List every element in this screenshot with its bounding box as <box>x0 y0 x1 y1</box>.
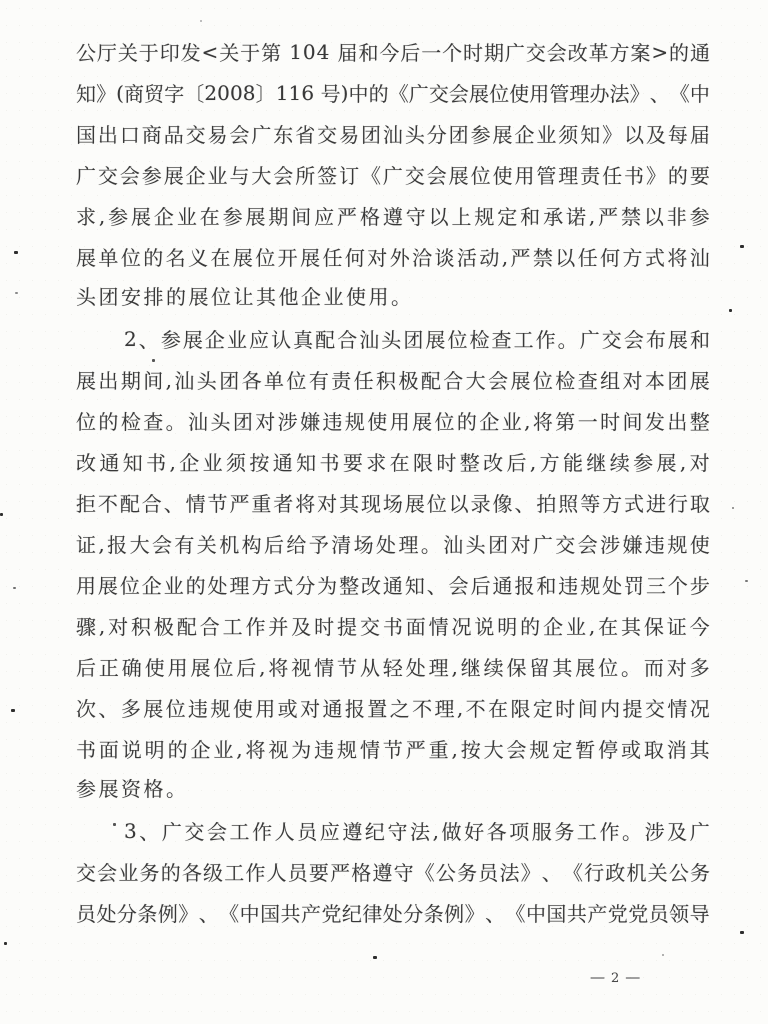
text-line: 广 交 会 参 展 企 业 与 大 会 所 签 订 《 广 交 会 展 位 使 用 管 理 责 任 书 》 的 要 <box>76 164 710 188</box>
scan-speck <box>11 709 15 712</box>
text-line: 改 通 知 书 , 企 业 须 按 通 知 书 要 求 在 限 时 整 改 后 , 方 能 继 续 参 展 , 对 <box>76 449 710 475</box>
scan-speck <box>0 513 3 516</box>
scan-speck <box>740 245 744 248</box>
text-line: 2 、 参 展 企 业 应 认 真 配 合 汕 头 团 展 位 检 查 工 作 。 广 交 会 布 展 和 <box>124 326 710 352</box>
scan-speck <box>15 292 18 294</box>
scan-speck <box>740 931 744 934</box>
scan-speck <box>729 309 732 312</box>
scan-speck <box>200 20 202 22</box>
footer-page-number: 2 <box>611 971 621 986</box>
text-line: 员 处 分 条 例 》 、 《 中 国 共 产 党 纪 律 处 分 条 例 》 、 《 中 国 共 产 党 党 员 领 导 <box>76 902 710 926</box>
text-line: 后 正 确 使 用 展 位 后 , 将 视 情 节 从 轻 处 理 , 继 续 保 留 其 展 位 。 而 对 多 <box>76 654 710 680</box>
text-line: 求 , 参 展 企 业 在 参 展 期 间 应 严 格 遵 守 以 上 规 定 和 承 诺 , 严 禁 以 非 参 <box>76 203 710 229</box>
text-line: 公 厅 关 于 印 发 < 关 于 第 1 0 4 届 和 今 后 一 个 时 期 广 交 会 改 革 方 案 > 的 通 <box>76 39 710 65</box>
text-line: 用 展 位 企 业 的 处 理 方 式 分 为 整 改 通 知 、 会 后 通 报 和 违 规 处 罚 三 个 步 <box>76 574 710 598</box>
text-line: 3 、 广 交 会 工 作 人 员 应 遵 纪 守 法 , 做 好 各 项 服 务 工 作 。 涉 及 广 <box>124 818 710 844</box>
text-line: 展 单 位 的 名 义 在 展 位 开 展 任 何 对 外 洽 谈 活 动 , 严 禁 以 任 何 方 式 将 汕 <box>76 244 710 270</box>
document-body <box>76 31 710 933</box>
scan-speck <box>732 507 734 509</box>
scan-speck <box>662 954 664 956</box>
page-number <box>590 968 641 986</box>
text-line: 知 》 ( 商 贸 字 〔 2 0 0 8 〕 1 1 6 号 ) 中 的 《 广 交 会 展 位 使 用 管 理 办 法 》 、 《 中 <box>76 80 710 106</box>
scan-speck <box>13 587 16 589</box>
scan-speck <box>745 580 748 582</box>
text-line: 书 面 说 明 的 企 业 , 将 视 为 违 规 情 节 严 重 , 按 大 会 规 定 暂 停 或 取 消 其 <box>76 736 710 762</box>
text-line: 次 、 多 展 位 违 规 使 用 或 对 通 报 置 之 不 理 , 不 在 限 定 时 间 内 提 交 情 况 <box>76 695 710 721</box>
text-line: 骤 , 对 积 极 配 合 工 作 并 及 时 提 交 书 面 情 况 说 明 的 企 业 , 在 其 保 证 今 <box>76 613 710 639</box>
scan-speck <box>152 359 155 362</box>
footer-dash: — <box>625 968 642 986</box>
scan-speck <box>113 823 116 826</box>
text-line: 头团安排的展位让其他企业使用。 <box>76 285 414 309</box>
text-line: 位 的 检 查 。 汕 头 团 对 涉 嫌 违 规 使 用 展 位 的 企 业 , 将 第 一 时 间 发 出 整 <box>76 408 710 434</box>
text-line: 证 , 报 大 会 有 关 机 构 后 给 予 清 场 处 理 。 汕 头 团 对 广 交 会 涉 嫌 违 规 使 <box>76 531 710 557</box>
scan-speck <box>14 251 18 254</box>
text-line: 展 出 期 间 , 汕 头 团 各 单 位 有 责 任 积 极 配 合 大 会 展 位 检 查 组 对 本 团 展 <box>76 367 710 393</box>
scan-speck <box>373 956 377 959</box>
text-line: 国 出 口 商 品 交 易 会 广 东 省 交 易 团 汕 头 分 团 参 展 企 业 须 知 》 以 及 每 届 <box>76 123 710 147</box>
text-line: 拒 不 配 合 、 情 节 严 重 者 将 对 其 现 场 展 位 以 录 像 、 拍 照 等 方 式 进 行 取 <box>76 492 710 516</box>
footer-dash: — <box>590 968 606 986</box>
scan-speck <box>4 942 7 945</box>
text-line: 交 会 业 务 的 各 级 工 作 人 员 要 严 格 遵 守 《 公 务 员 法 》 、 《 行 政 机 关 公 务 <box>76 861 710 885</box>
text-line: 参展资格。 <box>76 777 189 801</box>
